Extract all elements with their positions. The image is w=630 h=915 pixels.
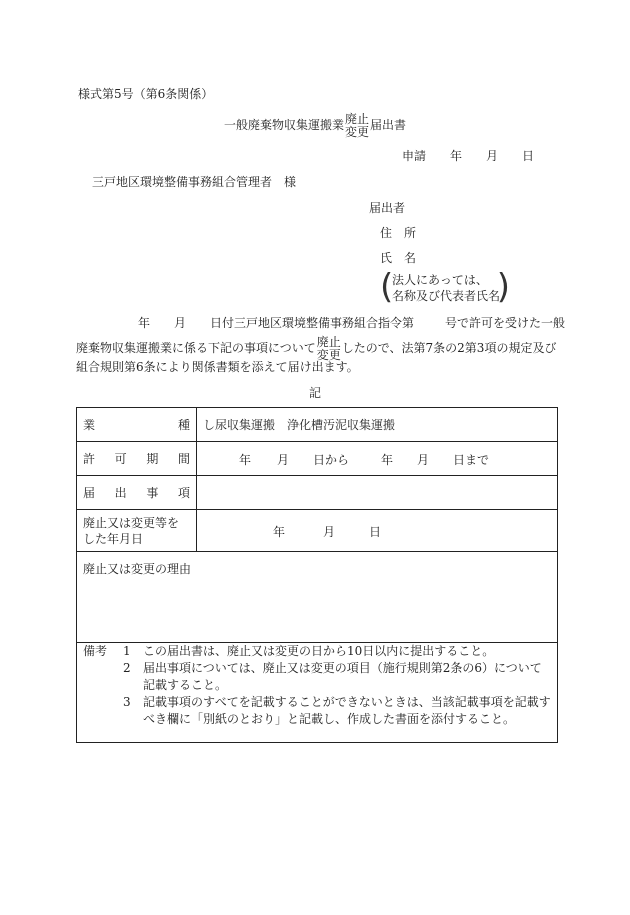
to-month: 月: [417, 452, 430, 467]
period-char-3: 期: [146, 452, 159, 466]
from-year: 年: [239, 452, 252, 467]
row-permit-period: [77, 442, 558, 476]
body-text-2-post: したので、法第7条の2第3項の規定及び: [341, 341, 557, 355]
body-stack-top: 廃止: [316, 334, 341, 349]
row-change-date: [77, 510, 558, 552]
ki-mark: 記: [309, 386, 322, 400]
note-num-1: 1: [123, 644, 131, 658]
body-text-2-pre: 廃棄物収集運搬業に係る下記の事項について: [76, 341, 316, 355]
corporate-note: [380, 267, 510, 307]
date-line: [402, 148, 542, 164]
items-char-1: 届: [83, 486, 96, 500]
left-paren: (: [380, 267, 394, 307]
notification-table: [76, 407, 558, 743]
items-char-2: 出: [114, 486, 127, 500]
row-notes: [77, 643, 558, 743]
to-year: 年: [381, 452, 394, 467]
title-stack-bottom: 変更: [345, 124, 370, 139]
reason-label: 廃止又は変更の理由: [83, 562, 192, 576]
body-stack-bottom: 変更: [316, 347, 341, 362]
date-apply: 申請: [402, 149, 427, 163]
business-type-label: [77, 408, 197, 442]
change-year: 年: [273, 524, 286, 539]
title-stack-top: 廃止: [345, 111, 370, 126]
body-line-3: 組合規則第6条により関係書類を添えて届け出ます。: [76, 360, 359, 374]
date-month: 月: [486, 149, 499, 163]
row-reason: [77, 552, 558, 643]
change-day: 日: [369, 524, 382, 539]
document-title: [224, 110, 406, 140]
notified-items-value[interactable]: [197, 476, 558, 510]
reason-cell[interactable]: [77, 552, 558, 643]
name-label: 氏 名: [380, 251, 417, 265]
row-notified-items: [77, 476, 558, 510]
body-text-1: 日付三戸地区環境整備事務組合指令第: [210, 316, 415, 330]
permit-period-value[interactable]: [197, 442, 558, 476]
form-number: 様式第5号（第6条関係）: [78, 87, 214, 101]
items-char-4: 項: [177, 486, 190, 500]
right-paren: ): [496, 267, 510, 307]
business-label-a: 業: [83, 418, 96, 432]
note-num-2: 2: [123, 661, 131, 675]
change-date-label: 廃止又は変更等をした年月日: [77, 510, 197, 552]
business-type-value: し尿収集運搬 浄化槽汚泥収集運搬: [197, 408, 558, 442]
corp-line2: 名称及び代表者氏名: [392, 289, 501, 303]
from-month: 月: [277, 452, 290, 467]
notes-cell: [77, 643, 558, 743]
body-month: 月: [174, 316, 187, 330]
items-char-3: 事: [146, 486, 159, 500]
note-item-2: [83, 660, 551, 694]
body-year: 年: [138, 316, 151, 330]
note-text-3: 記載事項のすべてを記載することができないときは、当該記載事項を記載すべき欄に「別紙のとおり」と記載し、作成した書面を添付すること。: [143, 695, 551, 726]
note-item-3: [83, 694, 551, 728]
change-month: 月: [323, 524, 336, 539]
date-day: 日: [522, 149, 535, 163]
notified-items-label: [77, 476, 197, 510]
to-day: 日まで: [453, 452, 490, 467]
note-item-1: [83, 643, 551, 660]
period-char-4: 間: [177, 452, 190, 466]
title-suffix: 届出書: [370, 118, 407, 132]
note-text-1: この届出書は、廃止又は変更の日から10日以内に提出すること。: [143, 644, 495, 658]
title-prefix: 一般廃棄物収集運搬業: [224, 118, 345, 132]
period-char-2: 可: [114, 452, 127, 466]
address-label: 住 所: [380, 226, 417, 240]
addressee: 三戸地区環境整備事務組合管理者 様: [92, 175, 297, 189]
corp-line1: 法人にあっては、: [392, 273, 488, 287]
notes-head: 備考: [83, 644, 108, 658]
period-char-1: 許: [83, 452, 96, 466]
body-text-1-tail: 号で許可を受けた一般: [445, 316, 566, 330]
note-text-2: 届出事項については、廃止又は変更の項目（施行規則第2条の6）について記載すること。: [143, 661, 542, 692]
date-year: 年: [450, 149, 463, 163]
permit-period-label: [77, 442, 197, 476]
row-business-type: [77, 408, 558, 442]
change-date-value[interactable]: [197, 510, 558, 552]
business-label-b: 種: [177, 418, 190, 432]
title-stack: [345, 113, 369, 139]
reporter-label: 届出者: [369, 201, 406, 215]
note-num-3: 3: [123, 695, 131, 709]
from-day: 日から: [313, 452, 350, 467]
